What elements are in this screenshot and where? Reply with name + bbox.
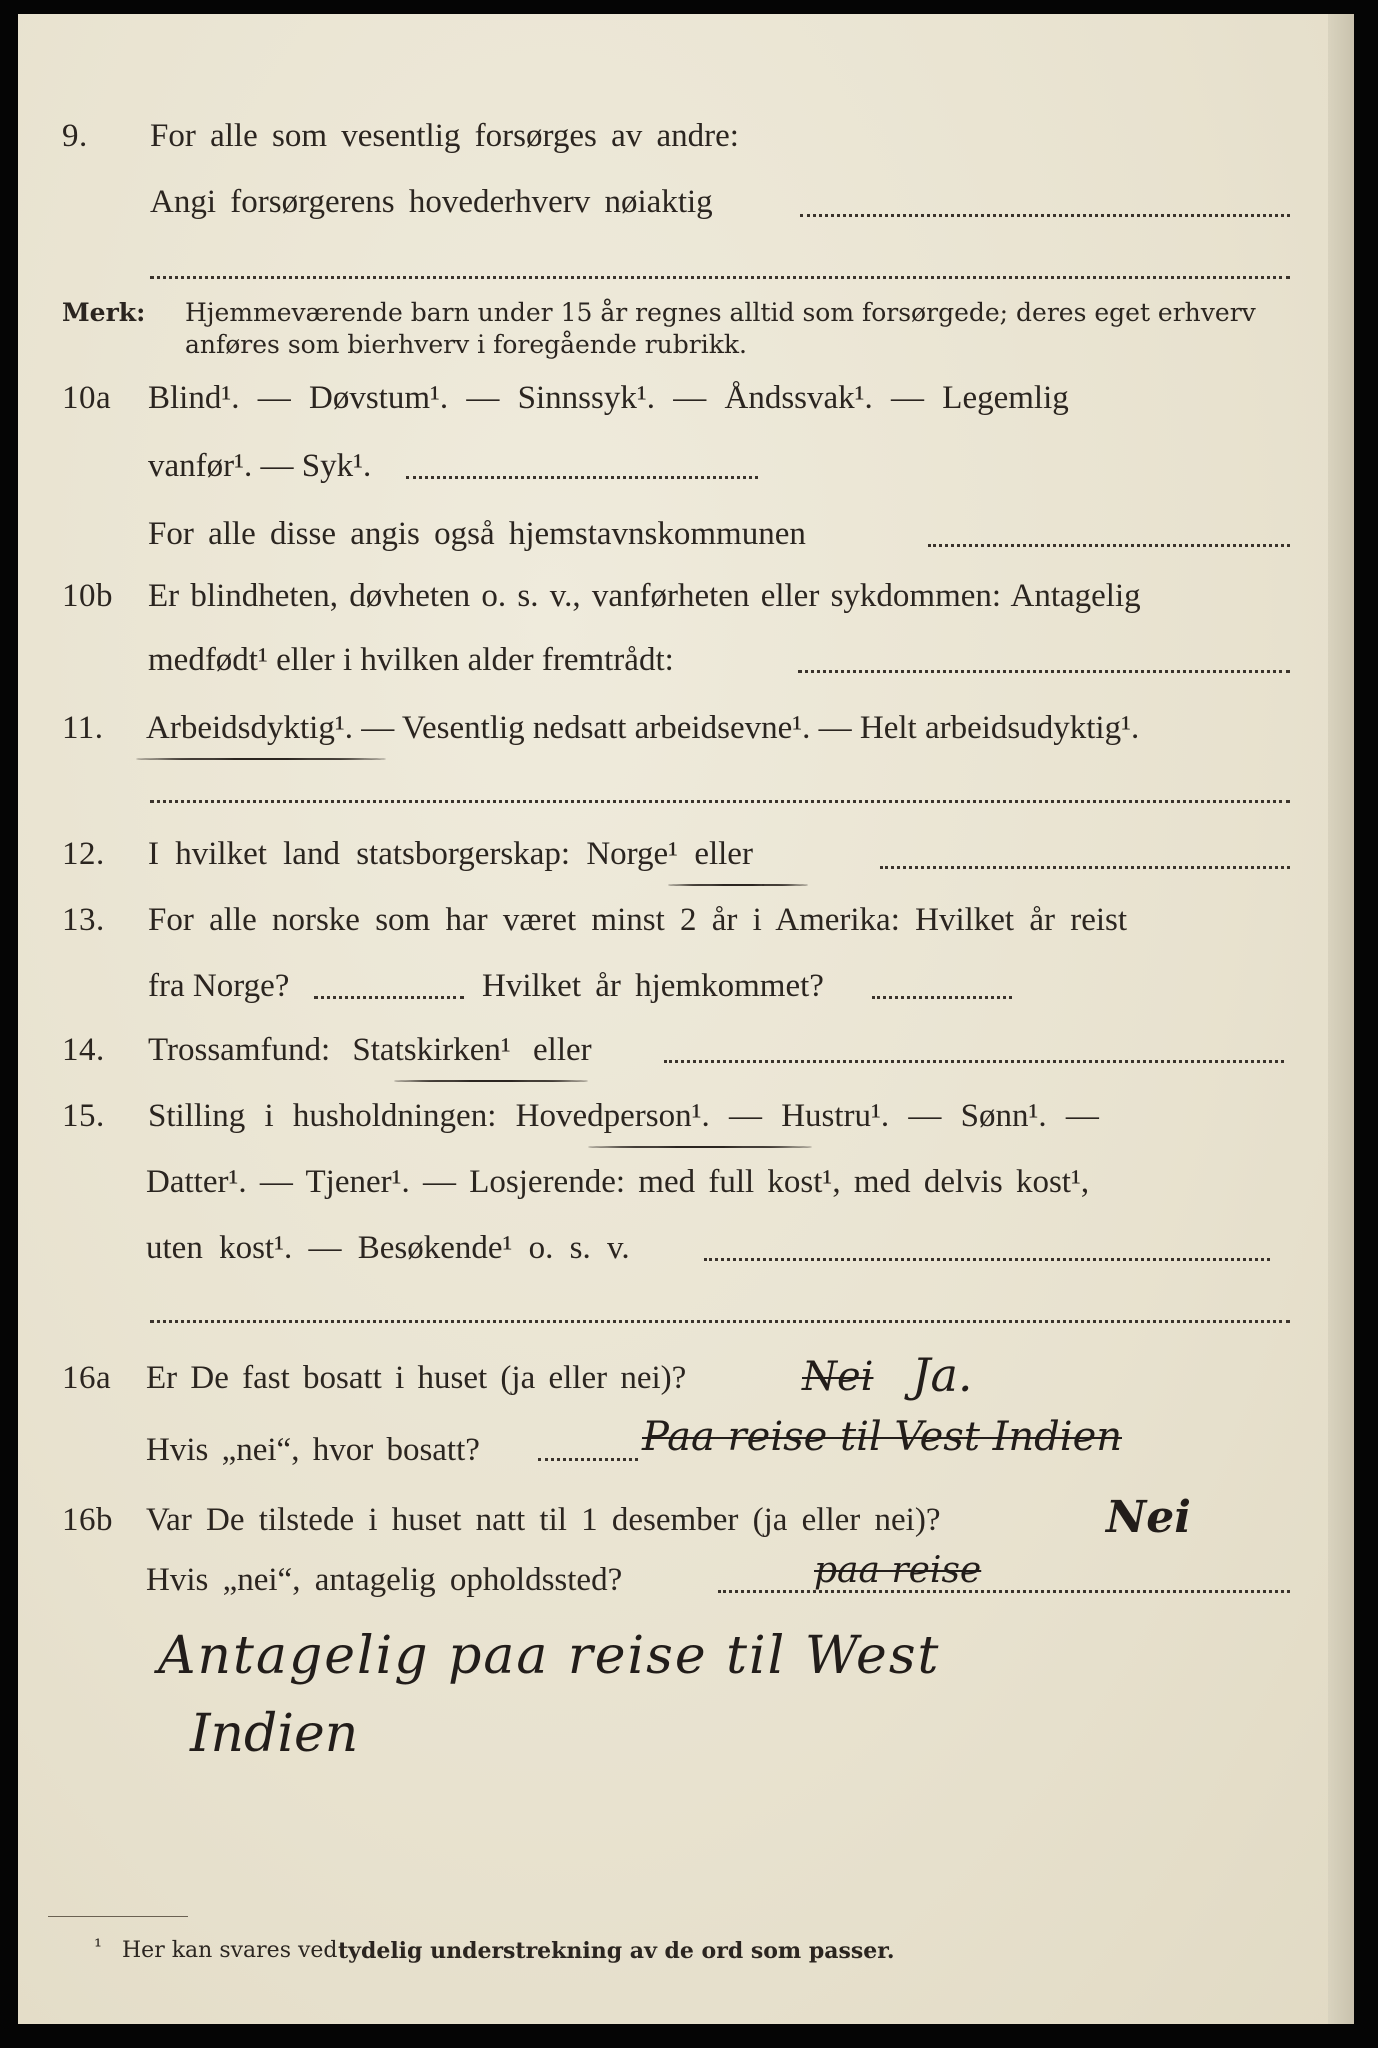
merk-line1: Hjemmeværende barn under 15 år regnes alltid som forsørgede; deres eget erhverv xyxy=(185,298,1256,327)
question-10a-number: 10a xyxy=(62,380,112,416)
answer-field-13-reist[interactable] xyxy=(314,996,464,999)
question-16a-number: 16a xyxy=(62,1360,112,1396)
question-10a-line2: vanfør¹. — Syk¹. xyxy=(148,448,372,484)
question-12-number: 12. xyxy=(62,836,105,872)
question-9-line1: For alle som vesentlig forsørges av andre: xyxy=(150,118,739,154)
question-13-number: 13. xyxy=(62,902,105,938)
answer-16b-struck: paa reise xyxy=(814,1550,982,1591)
answer-field-15[interactable] xyxy=(704,1258,1270,1261)
question-14-line1: Trossamfund: Statskirken¹ eller xyxy=(148,1032,592,1068)
question-13-line2b: Hvilket år hjemkommet? xyxy=(482,968,824,1004)
question-15-line3: uten kost¹. — Besøkende¹ o. s. v. xyxy=(146,1230,630,1266)
answer-field-10a[interactable] xyxy=(406,476,758,479)
question-16a-line1: Er De fast bosatt i huset (ja eller nei)? xyxy=(146,1360,687,1396)
answer-16b: Nei xyxy=(1106,1492,1191,1543)
merk-line2: anføres som bierhverv i foregående rubrikk. xyxy=(185,330,747,359)
hand-underline-hovedperson xyxy=(588,1146,812,1148)
answer-field-10a-kommune[interactable] xyxy=(928,544,1290,547)
question-10b-number: 10b xyxy=(62,578,113,614)
question-10a-line1: Blind¹. — Døvstum¹. — Sinnssyk¹. — Åndssvak¹. — Legemlig xyxy=(148,380,1069,416)
question-12-line1: I hvilket land statsborgerskap: Norge¹ eller xyxy=(148,836,753,872)
question-10a-line3: For alle disse angis også hjemstavnskommunen xyxy=(148,516,806,552)
question-15-line2: Datter¹. — Tjener¹. — Losjerende: med full kost¹, med delvis kost¹, xyxy=(146,1164,1090,1200)
question-13-line2a: fra Norge? xyxy=(148,968,290,1004)
question-15-number: 15. xyxy=(62,1098,105,1134)
question-9-line2: Angi forsørgerens hovederhverv nøiaktig xyxy=(150,184,713,220)
answer-field-16a[interactable] xyxy=(538,1458,638,1461)
question-11-number: 11. xyxy=(62,710,104,746)
question-14-number: 14. xyxy=(62,1032,105,1068)
question-16b-number: 16b xyxy=(62,1502,113,1538)
answer-field-15b[interactable] xyxy=(150,1320,1290,1323)
question-10b-line1: Er blindheten, døvheten o. s. v., vanførheten eller sykdommen: Antagelig xyxy=(148,578,1141,614)
answer-field-16b[interactable] xyxy=(718,1590,1290,1593)
hand-underline-statskirken xyxy=(394,1080,588,1082)
answer-field-13-hjem[interactable] xyxy=(872,996,1012,999)
answer-field-10b[interactable] xyxy=(798,670,1290,673)
handwritten-note-line2: Indien xyxy=(190,1704,359,1764)
answer-field-9a[interactable] xyxy=(800,214,1290,217)
answer-field-9b[interactable] xyxy=(150,276,1290,279)
census-form-page xyxy=(18,14,1354,2024)
hand-underline-arbeidsdyktig xyxy=(136,758,386,760)
question-10b-line2: medfødt¹ eller i hvilken alder fremtrådt: xyxy=(148,642,674,678)
page-edge xyxy=(1328,14,1354,2024)
answer-field-12[interactable] xyxy=(880,866,1290,869)
merk-label: Merk: xyxy=(62,298,146,327)
question-16b-line1: Var De tilstede i huset natt til 1 desember (ja eller nei)? xyxy=(146,1502,941,1538)
footnote-text-b: tydelig understrekning av de ord som passer. xyxy=(338,1938,895,1964)
answer-16a-struck: Nei xyxy=(802,1354,874,1400)
answer-field-11[interactable] xyxy=(150,800,1290,803)
footnote-mark: ¹ xyxy=(94,1934,103,1958)
handwritten-note-line1: Antagelig paa reise til West xyxy=(158,1626,941,1686)
question-13-line1: For alle norske som har været minst 2 år i Amerika: Hvilket år reist xyxy=(148,902,1128,938)
question-9-number: 9. xyxy=(62,118,88,154)
question-16a-line2: Hvis „nei“, hvor bosatt? xyxy=(146,1432,480,1468)
answer-field-14[interactable] xyxy=(664,1060,1284,1063)
answer-16a-bosatt-struck: Paa reise til Vest Indien xyxy=(642,1414,1122,1460)
question-15-line1: Stilling i husholdningen: Hovedperson¹. — Hustru¹. — Sønn¹. — xyxy=(148,1098,1099,1134)
question-11-line1: Arbeidsdyktig¹. — Vesentlig nedsatt arbeidsevne¹. — Helt arbeidsudyktig¹. xyxy=(146,710,1140,746)
question-16b-line2: Hvis „nei“, antagelig opholdssted? xyxy=(146,1562,623,1598)
answer-16a: Ja. xyxy=(912,1348,973,1402)
hand-underline-norge xyxy=(668,884,808,886)
footnote-rule xyxy=(48,1916,188,1917)
footnote-text-a: Her kan svares ved xyxy=(122,1938,338,1963)
